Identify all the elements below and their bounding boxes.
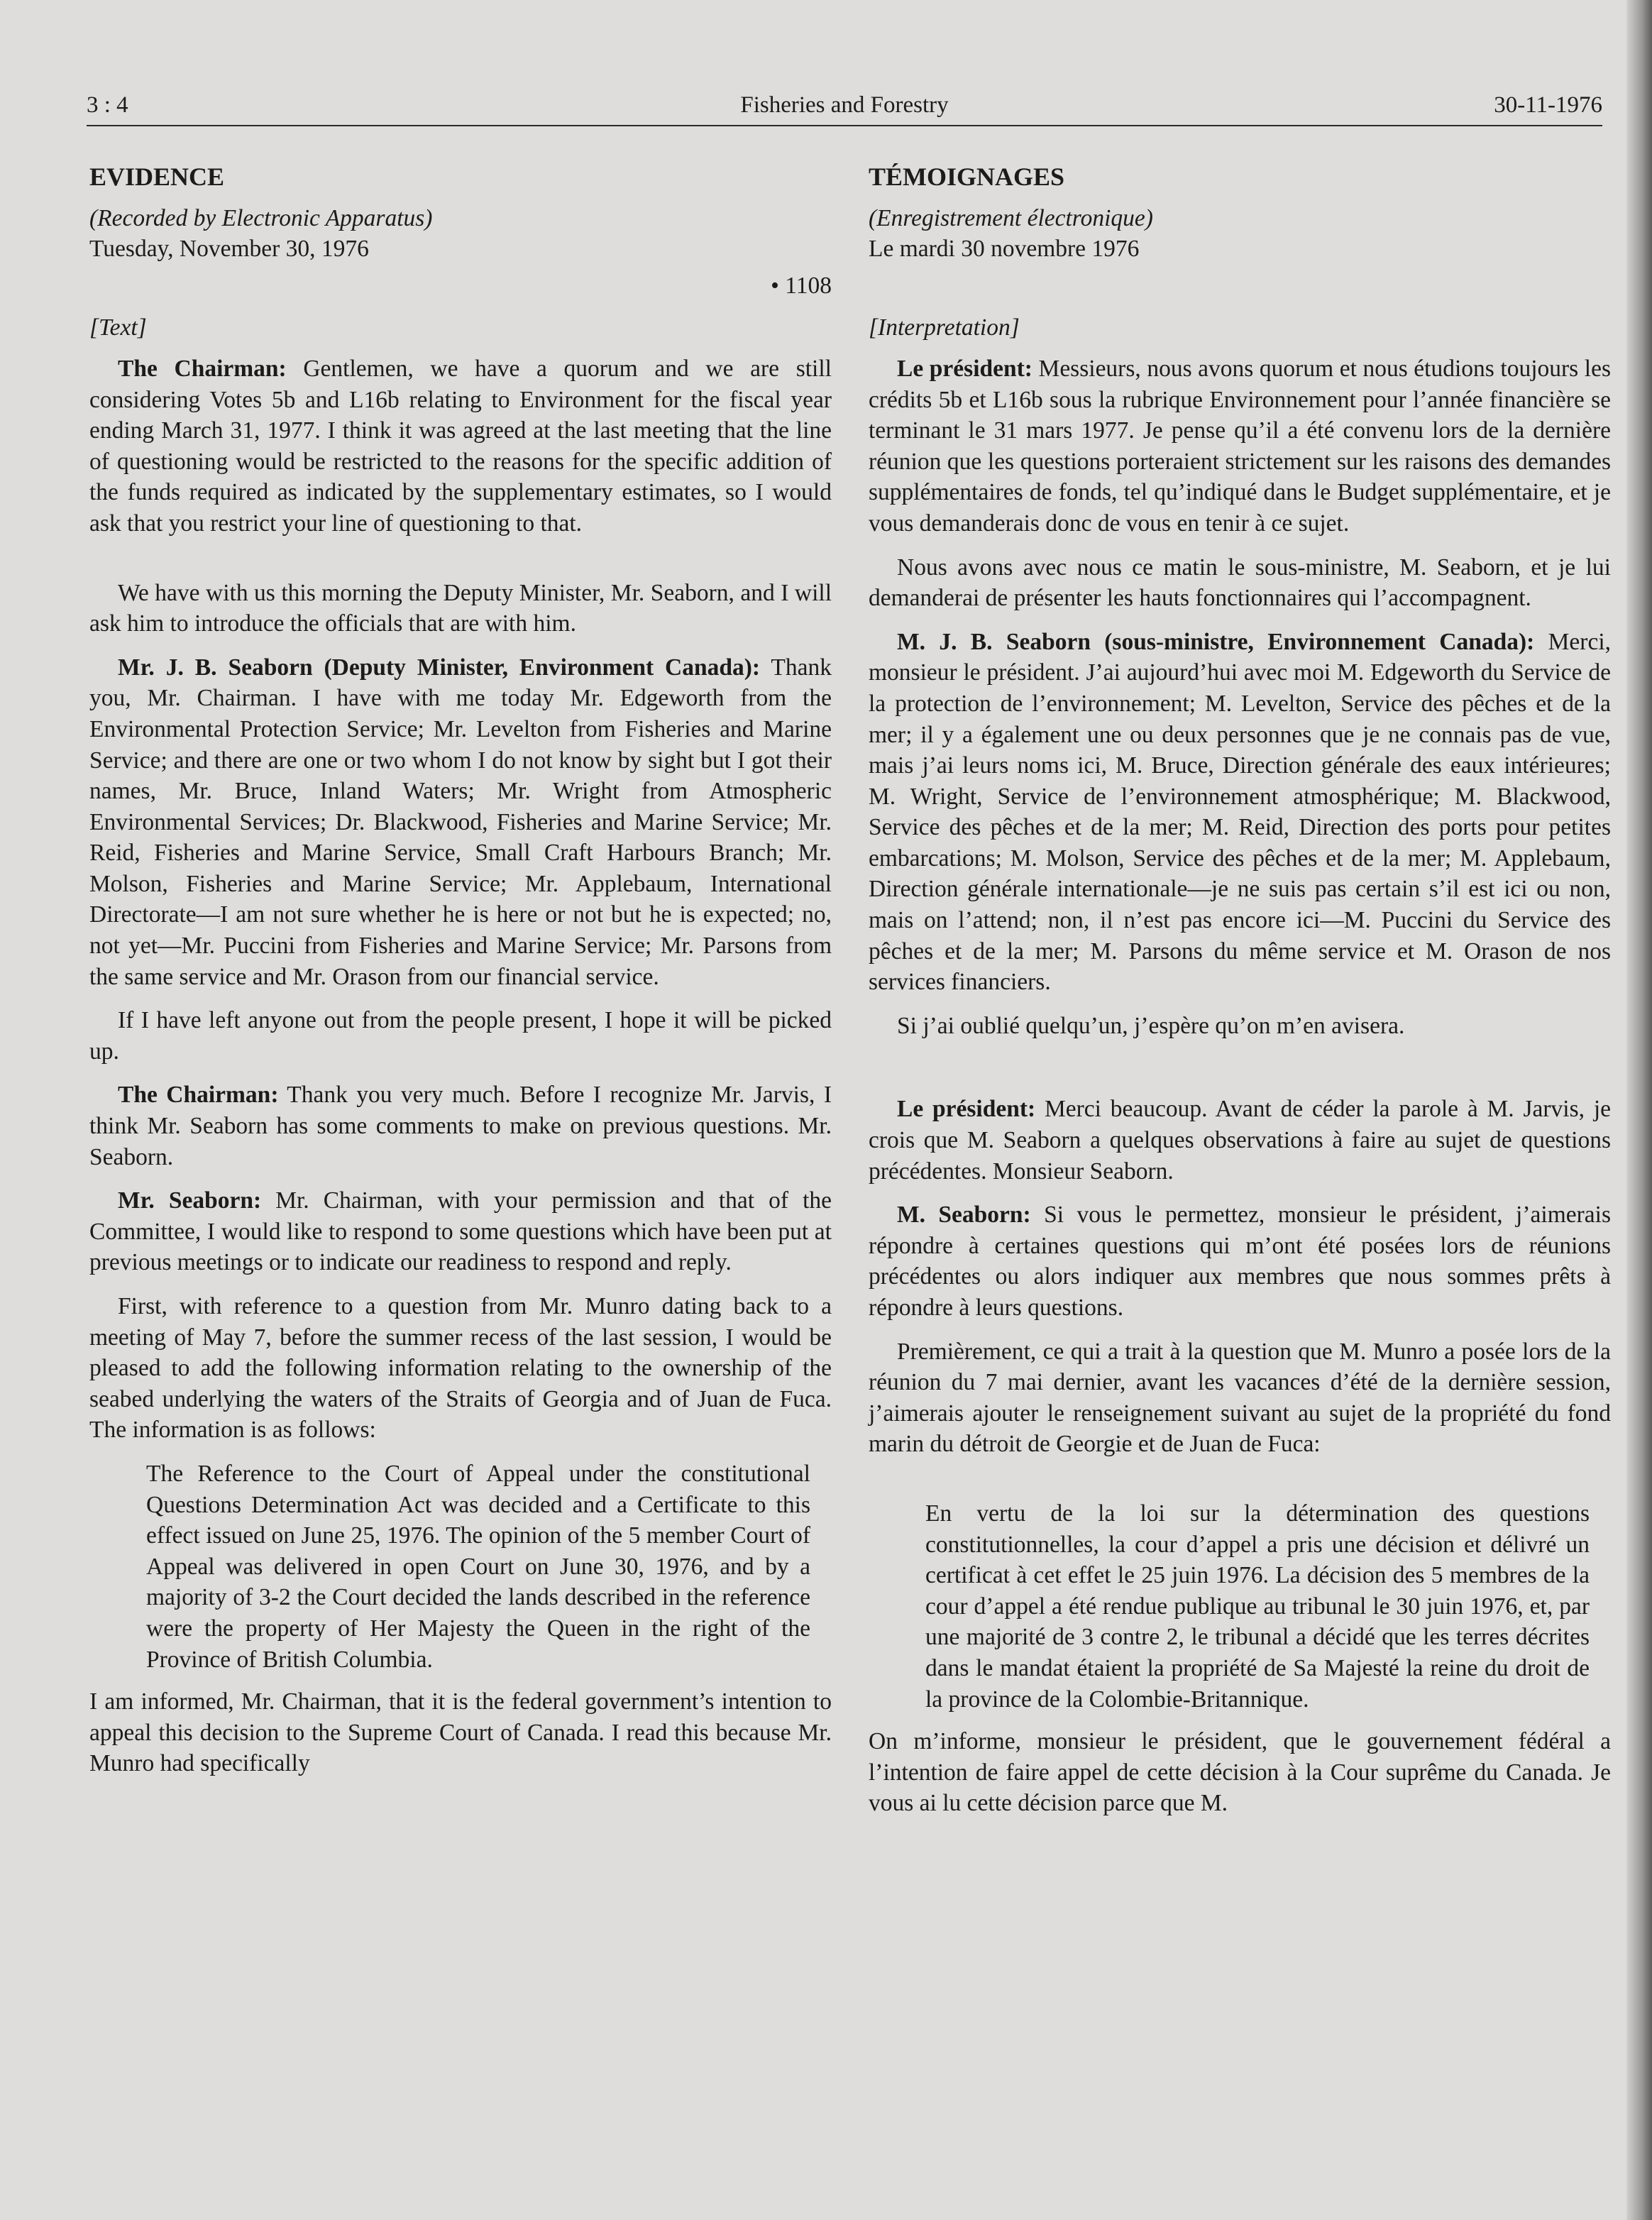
paragraph-text: Thank you very much. Before I recognize Mr. Jarvis, I think Mr. Seaborn has some comments to make on previous questions. Mr. Seaborn. (89, 1082, 832, 1170)
recording-note: (Recorded by Electronic Apparatus) (89, 204, 433, 231)
spacer (89, 552, 832, 578)
publication-title: Fisheries and Forestry (740, 92, 949, 118)
section-heading: TÉMOIGNAGES (869, 163, 1065, 191)
spacer (869, 1473, 1611, 1498)
running-header (87, 88, 1602, 126)
binding-edge (1626, 0, 1652, 2220)
paragraph: Si j’ai oublié quelqu’un, j’espère qu’on m’en avisera. (897, 1012, 1405, 1039)
recording-note: (Enregistrement électronique) (869, 204, 1153, 231)
paragraph: I am informed, Mr. Chairman, that it is the federal government’s intention to appeal this decision to the Supreme Court of Canada. I read this because Mr. Munro had specifically (89, 1688, 832, 1777)
paragraph (89, 652, 832, 993)
speaker-name: Mr. Seaborn: (118, 1187, 262, 1214)
speaker-name: The Chairman: (118, 1082, 279, 1109)
paragraph: Nous avons avec nous ce matin le sous-ministre, M. Seaborn, et je lui demanderai de présenter les hauts fonctionnaires qui l’accompagnent. (869, 554, 1611, 612)
time-marker: • 1108 (771, 272, 832, 299)
block-quote: The Reference to the Court of Appeal under the constitutional Questions Determination Act was decided and a Certificate to this effect issued on June 25, 1976. The opinion of the 5 member Court of Appeal was delivered in open Court on June 30, 1976, and by a majority of 3-2 the Court decided the lands described in the reference were the property of Her Majesty the Queen in the right of the Province of British Columbia. (146, 1460, 810, 1673)
speaker-name: The Chairman: (118, 355, 287, 382)
speaker-name: Le président: (897, 355, 1032, 382)
session-date: Le mardi 30 novembre 1976 (869, 236, 1140, 263)
paragraph (869, 627, 1611, 998)
english-column (89, 162, 832, 1792)
paragraph (869, 1094, 1611, 1187)
header-date: 30-11-1976 (1494, 92, 1602, 118)
paragraph: On m’informe, monsieur le président, que le gouvernement fédéral a l’intention de faire appel de cette décision à la Cour suprême du Canada. Je vous ai lu cette décision parce que M. (869, 1728, 1611, 1817)
paragraph (869, 1199, 1611, 1323)
paragraph: If I have left anyone out from the people present, I hope it will be picked up. (89, 1007, 832, 1065)
french-column (869, 162, 1611, 1832)
paragraph-text: Si vous le permettez, monsieur le président, j’aimerais répondre à certaines questions qui m’ont été posées lors de réunions précédentes ou alors indiquer aux membres que nous sommes prêts à répondre à leurs questions. (869, 1202, 1611, 1321)
language-label: [Text] (89, 314, 147, 341)
paragraph (89, 1079, 832, 1172)
paragraph (89, 353, 832, 539)
block-quote: En vertu de la loi sur la détermination des questions constitutionnelles, la cour d’appel a pris une décision et délivré un certificat à cet effet le 25 juin 1976. La décision des 5 membres de la cour d’appel a été rendue publique au tribunal le 30 juin 1976, et, par une majorité de 3 contre 2, le tribunal a décidé que les terres décrites dans le mandat étaient la propriété de Sa Majesté la reine du droit de la province de la Colombie-Britannique. (925, 1500, 1590, 1713)
paragraph-text: Merci, monsieur le président. J’ai aujourd’hui avec moi M. Edgeworth du Service de la protection de l’environnement; M. Levelton, Service des pêches et de la mer; il y a également une ou deux personnes que je ne connais pas de vue, mais j’ai leurs noms ici, M. Bruce, Direction générale des eaux intérieures; M. Wright, Service de l’environnement atmosphérique; M. Blackwood, Service des pêches et de la mer; M. Reid, Direction des ports pour petites embarcations; M. Molson, Service des pêches et de la mer; M. Applebaum, Direction générale internationale—je ne suis pas certain s’il est ici ou non, mais on l’attend; non, il n’est pas encore ici—M. Puccini du Service des pêches et de la mer; M. Parsons du même service et M. Orason de nos services financiers. (869, 628, 1612, 996)
paragraph (869, 353, 1611, 539)
speaker-name: Mr. J. B. Seaborn (Deputy Minister, Environment Canada): (118, 654, 761, 681)
speaker-name: M. Seaborn: (897, 1202, 1031, 1229)
time-marker-spacer (869, 270, 1611, 302)
paragraph (89, 1185, 832, 1278)
paragraph: We have with us this morning the Deputy Minister, Mr. Seaborn, and I will ask him to introduce the officials that are with him. (89, 579, 832, 637)
spacer (869, 1054, 1611, 1094)
paragraph-text: Gentlemen, we have a quorum and we are still considering Votes 5b and L16b relating to Environment for the fiscal year ending March 31, 1977. I think it was agreed at the last meeting that the line of questioning would be restricted to the reasons for the specific addition of the funds required as indicated by the supplementary estimates, so I would ask that you restrict your line of questioning to that. (89, 355, 832, 537)
paragraph: Premièrement, ce qui a trait à la question que M. Munro a posée lors de la réunion du 7 mai dernier, avant les vacances d’été de la dernière session, j’aimerais ajouter le renseignement suivant au sujet de la propriété du fond marin du détroit de Georgie et de Juan de Fuca: (869, 1338, 1611, 1458)
speaker-name: M. J. B. Seaborn (sous-ministre, Environnement Canada): (897, 628, 1535, 655)
language-label: [Interpretation] (869, 314, 1020, 341)
session-date: Tuesday, November 30, 1976 (89, 236, 369, 263)
paragraph-text: Thank you, Mr. Chairman. I have with me today Mr. Edgeworth from the Environmental Protection Service; Mr. Levelton from Fisheries and Marine Service; and there are one or two whom I do not know by sight but I got their names, Mr. Bruce, Inland Waters; Mr. Wright from Atmospheric Environmental Services; Dr. Blackwood, Fisheries and Marine Service; Mr. Reid, Fisheries and Marine Service, Small Craft Harbours Branch; Mr. Molson, Fisheries and Marine Service; Mr. Applebaum, International Directorate—I am not sure whether he is here or not but he is expected; no, not yet—Mr. Puccini from Fisheries and Marine Service; Mr. Parsons from the same service and Mr. Orason from our financial service. (89, 654, 832, 990)
paragraph-text: Mr. Chairman, with your permission and that of the Committee, I would like to respond to some questions which have been put at previous meetings or to indicate our readiness to respond and reply. (89, 1187, 832, 1276)
page-number: 3 : 4 (87, 92, 128, 118)
paragraph-text: Messieurs, nous avons quorum et nous étudions toujours les crédits 5b et L16b sous la rubrique Environnement pour l’année financière se terminant le 31 mars 1977. Je pense qu’il a été convenu lors de la dernière réunion que les questions porteraient strictement sur les raisons des demandes supplémentaires de fonds, tel qu’indiqué dans le Budget supplémentaire, et je vous demanderais donc de vous en tenir à ce sujet. (869, 355, 1611, 537)
paragraph-text: Merci beaucoup. Avant de céder la parole à M. Jarvis, je crois que M. Seaborn a quelques observations à faire au sujet de questions précédentes. Monsieur Seaborn. (869, 1096, 1611, 1185)
section-heading: EVIDENCE (89, 163, 225, 191)
paragraph: First, with reference to a question from Mr. Munro dating back to a meeting of May 7, before the summer recess of the last session, I would be pleased to add the following information relating to the ownership of the seabed underlying the waters of the Straits of Georgia and of Juan de Fuca. The information is as follows: (89, 1293, 832, 1444)
speaker-name: Le président: (897, 1096, 1036, 1123)
